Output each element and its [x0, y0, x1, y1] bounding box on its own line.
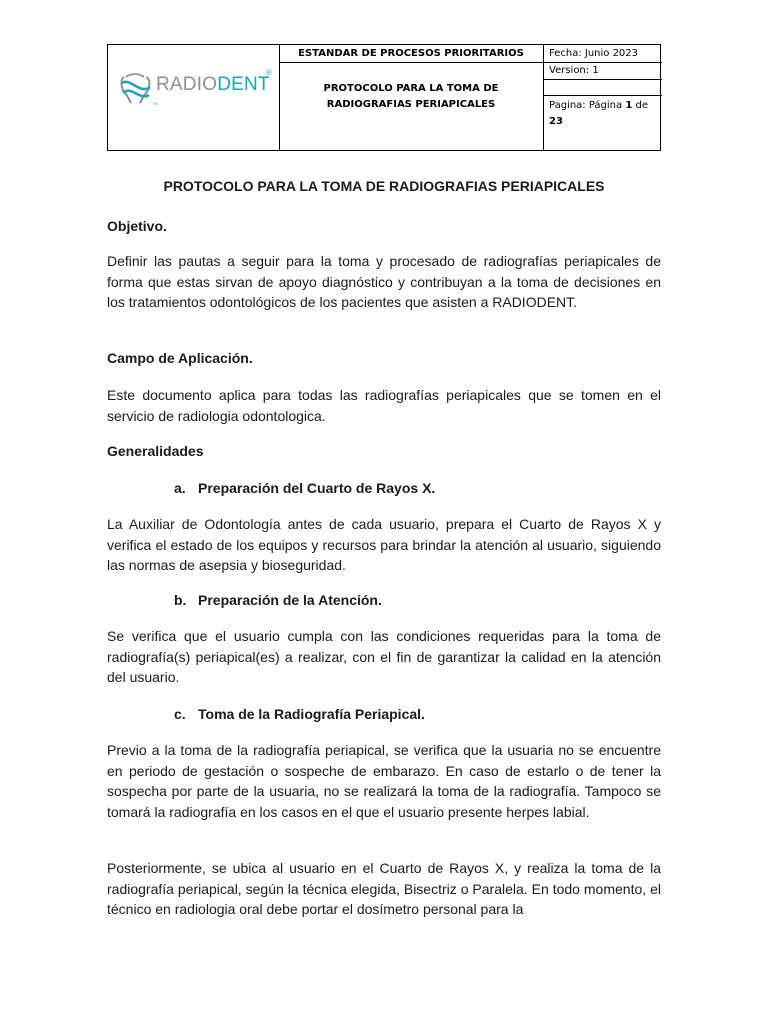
section-c-paragraph-1: Previo a la toma de la radiografía periapical, se verifica que la usuaria no se encuentre en periodo de gestación o sospeche de embarazo. En caso de estarlo o de tener la sospecha por parte de la usuaria, no se realizará la toma de la radiografía. Tampoco se tomará la radiografía en los casos en el que el usuario presente herpes labial.: [107, 742, 661, 821]
radiodent-logo: [116, 65, 274, 111]
section-b-heading: b. Preparación de la Atención.: [174, 592, 382, 608]
date-label: Fecha: Junio 2023: [549, 48, 639, 59]
standard-label: ESTANDAR DE PROCESOS PRIORITARIOS: [298, 48, 524, 59]
logo-registered-mark: ®: [266, 68, 272, 77]
section-c-heading: c. Toma de la Radiografía Periapical.: [174, 706, 425, 722]
protocol-label: PROTOCOLO PARA LA TOMA DE RADIOGRAFIAS PERIAPICALES: [323, 83, 499, 110]
scope-heading: Campo de Aplicación.: [107, 350, 253, 366]
logo-wordmark: RADIODENT: [156, 74, 270, 95]
general-heading: Generalidades: [107, 443, 204, 459]
section-c-paragraph-2: Posteriormente, se ubica al usuario en el Cuarto de Rayos X, y realiza la toma de la radiografía periapical, según la técnica elegida, Bisectriz o Paralela. En todo momento, el técnico en radiologia oral debe portar el dosímetro personal para la: [107, 860, 661, 918]
document-header-table: [107, 44, 661, 151]
objective-heading: Objetivo.: [107, 218, 167, 234]
scope-paragraph: Este documento aplica para todas las radiografías periapicales que se tomen en el servicio de radiologia odontologica.: [107, 387, 661, 424]
logo-tm-mark: TM: [152, 101, 158, 106]
version-label: Version: 1: [549, 65, 599, 76]
tooth-logo-icon: [116, 65, 156, 111]
section-b-paragraph: Se verifica que el usuario cumpla con las condiciones requeridas para la toma de radiografía(s) periapical(es) a realizar, con el fin de garantizar la calidad en la atención del usuario.: [107, 628, 661, 686]
section-a-paragraph: La Auxiliar de Odontología antes de cada usuario, prepara el Cuarto de Rayos X y verifica el estado de los equipos y recursos para brindar la atención al usuario, siguiendo las normas de asepsia y bioseguridad.: [107, 516, 661, 574]
section-a-heading: a. Preparación del Cuarto de Rayos X.: [174, 480, 436, 496]
document-title: PROTOCOLO PARA LA TOMA DE RADIOGRAFIAS PERIAPICALES: [163, 178, 605, 194]
objective-paragraph: Definir las pautas a seguir para la toma y procesado de radiografías periapicales de forma que estas sirvan de apoyo diagnóstico y contribuyan a la toma de decisiones en los tratamientos odontológicos de los pacientes que asisten a RADIODENT.: [107, 253, 661, 311]
page-number-label: Pagina: Página 1 de 23: [549, 100, 648, 127]
